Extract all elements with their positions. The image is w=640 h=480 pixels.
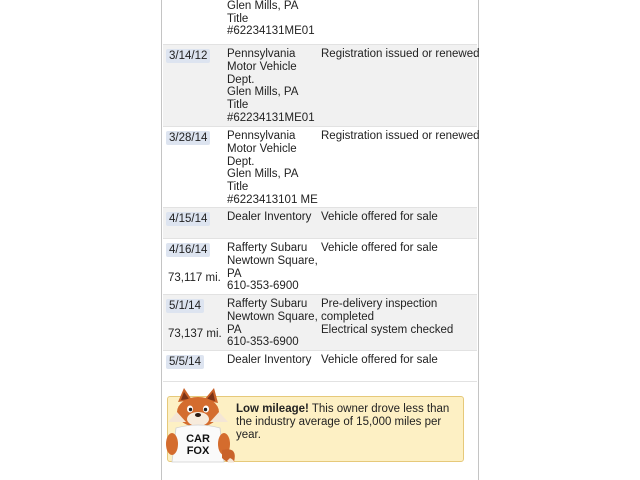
source-cell	[227, 130, 319, 207]
comments-cell	[321, 242, 477, 255]
record-date: 4/16/14	[166, 243, 210, 257]
record-date: 5/5/14	[166, 355, 204, 369]
source-line: Dealer Inventory	[227, 211, 312, 223]
history-row	[163, 0, 477, 45]
comment-line: Vehicle offered for sale	[321, 354, 438, 366]
record-date: 5/1/14	[166, 299, 204, 313]
odometer-reading: 73,137 mi.	[168, 328, 222, 340]
record-date: 3/14/12	[166, 49, 210, 63]
source-line: 610-353-6900	[227, 280, 299, 293]
date-cell	[166, 243, 224, 284]
history-row	[163, 295, 477, 351]
comment-line: Electrical system checked	[321, 323, 454, 336]
comments-cell	[321, 130, 480, 143]
date-cell	[166, 212, 224, 226]
source-line: Dept.	[227, 73, 255, 86]
record-date: 3/28/14	[166, 131, 210, 145]
source-line: Dealer Inventory	[227, 354, 312, 366]
svg-text:FOX: FOX	[186, 445, 210, 457]
comments-cell	[321, 48, 480, 61]
source-line: Newtown Square,	[227, 310, 318, 323]
comment-line: Vehicle offered for sale	[321, 211, 438, 223]
carfox-mascot-icon	[164, 388, 236, 466]
history-row	[163, 239, 477, 295]
source-line: Pennsylvania	[227, 130, 296, 142]
source-cell	[227, 242, 319, 293]
comment-line: Vehicle offered for sale	[321, 242, 438, 254]
comment-line: completed	[321, 310, 375, 323]
history-row	[163, 45, 480, 127]
source-cell	[227, 354, 319, 367]
source-line: Title	[227, 12, 249, 25]
comments-cell	[321, 211, 477, 224]
source-line: 610-353-6900	[227, 336, 299, 349]
source-line: Glen Mills, PA	[227, 86, 299, 99]
source-line: Glen Mills, PA	[227, 0, 299, 12]
source-line: #6223413101 ME	[227, 193, 318, 206]
source-line: PA	[227, 323, 242, 336]
notice-body: This owner drove less than the industry average of 15,000 miles per year.	[236, 403, 450, 441]
source-line: PA	[227, 267, 242, 280]
comment-line: Registration issued or renewed	[321, 48, 480, 60]
low-mileage-notice	[167, 396, 464, 462]
svg-text:CAR: CAR	[186, 433, 210, 445]
source-line: Newtown Square,	[227, 254, 318, 267]
notice-title: Low mileage!	[236, 403, 309, 415]
comments-cell	[321, 354, 477, 367]
date-cell	[166, 355, 224, 369]
notice-message	[236, 403, 458, 442]
source-line: Glen Mills, PA	[227, 168, 299, 181]
source-line: #62234131ME01	[227, 111, 315, 124]
comment-line: Pre-delivery inspection	[321, 298, 438, 310]
source-cell	[227, 0, 319, 38]
history-row	[163, 351, 477, 382]
source-cell	[227, 211, 319, 224]
record-date: 4/15/14	[166, 212, 210, 226]
source-line: Motor Vehicle	[227, 142, 297, 155]
comment-line: Registration issued or renewed	[321, 130, 480, 142]
date-cell	[166, 299, 224, 340]
source-line: Title	[227, 99, 249, 112]
comments-cell	[321, 298, 477, 336]
source-line: Dept.	[227, 155, 255, 168]
source-line: Motor Vehicle	[227, 60, 297, 73]
source-cell	[227, 48, 319, 125]
source-line: Rafferty Subaru	[227, 242, 308, 254]
history-row	[163, 208, 477, 239]
source-line: Title	[227, 181, 249, 194]
date-cell	[166, 131, 224, 145]
history-row	[163, 127, 480, 208]
source-line: Pennsylvania	[227, 48, 296, 60]
odometer-reading: 73,117 mi.	[168, 272, 221, 284]
source-cell	[227, 298, 319, 349]
date-cell	[166, 49, 224, 63]
source-line: #62234131ME01	[227, 25, 315, 38]
source-line: Rafferty Subaru	[227, 298, 308, 310]
